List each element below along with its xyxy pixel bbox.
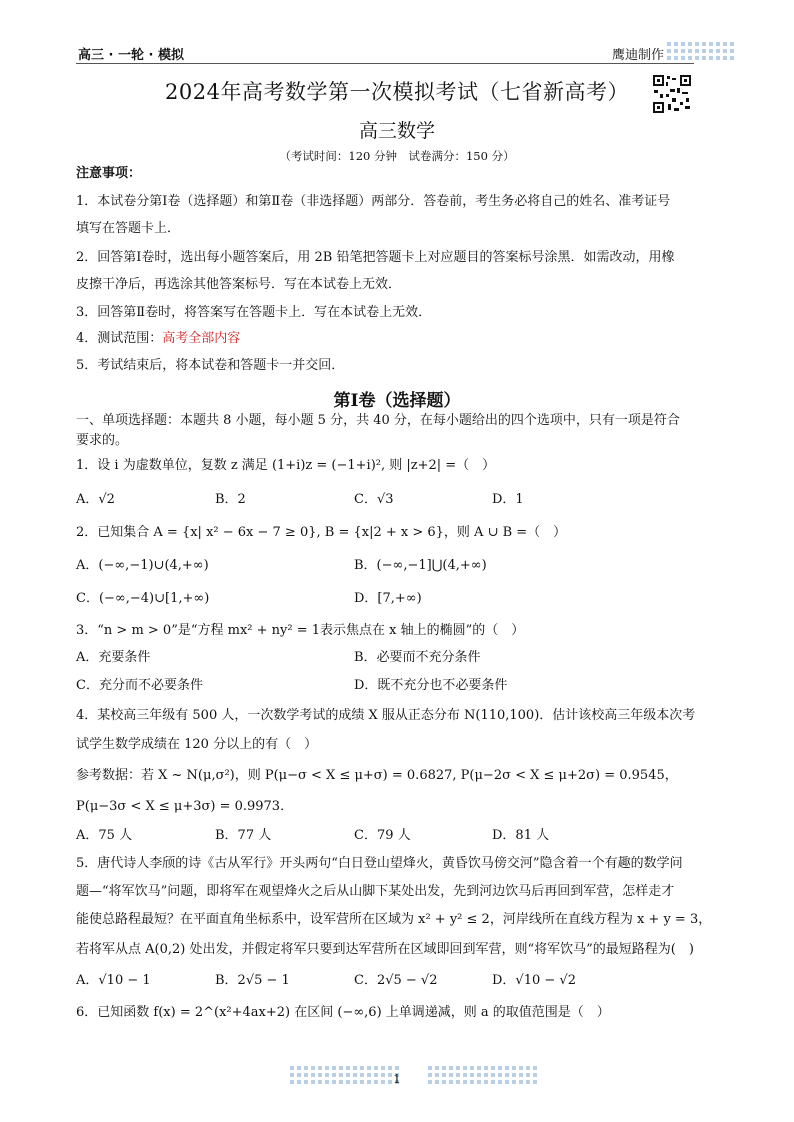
q2-option-a: A．(−∞,−1)∪(4,+∞) (76, 558, 209, 573)
q2-stem: 2．已知集合 A = {x| x² − 6x − 7 ≥ 0}, B = {x|2 + x > 6}，则 A ∪ B =（ ） (76, 525, 567, 540)
q4-stem-line-1: 4．某校高三年级有 500 人，一次数学考试的成绩 X 服从正态分布 N(110,100)．估计该校高三年级本次考 (76, 708, 696, 723)
notes-heading: 注意事项： (76, 166, 142, 181)
exam-subtitle: 高三数学 (358, 120, 435, 142)
note-1-line-2: 填写在答题卡上． (76, 221, 181, 236)
q5-stem-line-1: 5．唐代诗人李颀的诗《古从军行》开头两句“白日登山望烽火，黄昏饮马傍交河”隐含着一个有趣的数学问 (76, 856, 683, 871)
header-publisher-label: 鹰迪制作 (611, 48, 664, 63)
section-title: 第Ⅰ卷（选择题） (333, 391, 461, 411)
q1-option-a: A．√2 (76, 492, 115, 507)
note-2-line-1: 2．回答第Ⅰ卷时，选出每小题答案后，用 2B 铅笔把答题卡上对应题目的答案标号涂黑．如需改动，用橡 (76, 250, 675, 265)
q2-option-b: B．(−∞,−1]⋃(4,+∞) (354, 558, 487, 573)
q4-option-b: B．77 人 (215, 828, 272, 843)
note-2-line-2: 皮擦干净后，再选涂其他答案标号．写在本试卷上无效． (76, 277, 402, 292)
q5-option-d: D．√10 − √2 (492, 973, 576, 988)
exam-info: （考试时间：120 分钟 试卷满分：150 分） (279, 149, 515, 163)
note-5: 5．考试结束后，将本试卷和答题卡一并交回． (76, 358, 345, 373)
q4-option-d: D．81 人 (492, 828, 550, 843)
q1-stem: 1．设 i 为虚数单位，复数 z 满足 (1+i)z = (−1+i)², 则 |z+2| =（ ） (76, 458, 496, 473)
footer-decoration-dots-right (428, 1066, 537, 1084)
note-4-scope: 高考全部内容 (162, 331, 241, 346)
q2-option-c: C．(−∞,−4)∪[1,+∞) (76, 591, 210, 606)
q2-option-d: D．[7,+∞) (354, 591, 422, 606)
q4-option-a: A．75 人 (76, 828, 133, 843)
q3-option-a: A．充要条件 (76, 650, 151, 665)
page-number: 1 (393, 1072, 401, 1086)
header-rule (76, 63, 694, 64)
note-4-prefix: 4．测试范围： (76, 331, 163, 346)
q1-option-c: C．√3 (354, 492, 394, 507)
section-intro-line-2: 要求的。 (76, 433, 129, 448)
q1-option-b: B．2 (215, 492, 246, 507)
q4-option-c: C．79 人 (354, 828, 411, 843)
q5-stem-line-3: 能使总路程最短？在平面直角坐标系中，设军营所在区域为 x² + y² ≤ 2，河岸线所在直线方程为 x + y = 3， (76, 912, 712, 927)
q6-stem: 6．已知函数 f(x) = 2^(x²+4ax+2) 在区间 (−∞,6) 上单调递减，则 a 的取值范围是（ ） (76, 1005, 610, 1020)
q5-option-a: A．√10 − 1 (76, 973, 151, 988)
q5-stem-line-4: 若将军从点 A(0,2) 处出发，并假定将军只要到达军营所在区域即回到军营，则“将军饮马”的最短路程为( ) (76, 942, 694, 957)
q5-option-c: C．2√5 − √2 (354, 973, 438, 988)
q3-stem: 3．“n > m > 0”是“方程 mx² + ny² = 1表示焦点在 x 轴上的椭圆”的（ ） (76, 623, 525, 638)
q4-stem-line-2: 试学生数学成绩在 120 分以上的有（ ） (76, 737, 318, 752)
note-1-line-1: 1．本试卷分第Ⅰ卷（选择题）和第Ⅱ卷（非选择题）两部分．答卷前，考生务必将自己的姓名、准考证号 (76, 194, 671, 209)
q4-reference-line-2: P(μ−3σ < X ≤ μ+3σ) = 0.9973． (76, 799, 294, 814)
qr-code-icon (652, 74, 692, 114)
note-4 (76, 330, 240, 348)
q3-option-c: C．充分而不必要条件 (76, 678, 203, 693)
section-intro-line-1: 一、单项选择题：本题共 8 小题，每小题 5 分，共 40 分，在每小题给出的四个选项中，只有一项是符合 (76, 413, 680, 428)
header-decoration-dots (667, 42, 734, 60)
q4-reference-line-1: 参考数据：若 X ~ N(μ,σ²)，则 P(μ−σ < X ≤ μ+σ) = 0.6827, P(μ−2σ < X ≤ μ+2σ) = 0.9545， (76, 768, 678, 783)
q5-stem-line-2: 题—“将军饮马”问题，即将军在观望烽火之后从山脚下某处出发，先到河边饮马后再回到军营，怎样走才 (76, 884, 675, 899)
header-series-label: 高三 · 一轮 · 模拟 (78, 48, 184, 63)
q3-option-d: D．既不充分也不必要条件 (354, 678, 508, 693)
exam-title: 2024年高考数学第一次模拟考试（七省新高考） (165, 80, 629, 104)
q5-option-b: B．2√5 − 1 (215, 973, 290, 988)
q1-option-d: D．1 (492, 492, 524, 507)
note-3: 3．回答第Ⅱ卷时，将答案写在答题卡上．写在本试卷上无效． (76, 305, 432, 320)
q3-option-b: B．必要而不充分条件 (354, 650, 481, 665)
